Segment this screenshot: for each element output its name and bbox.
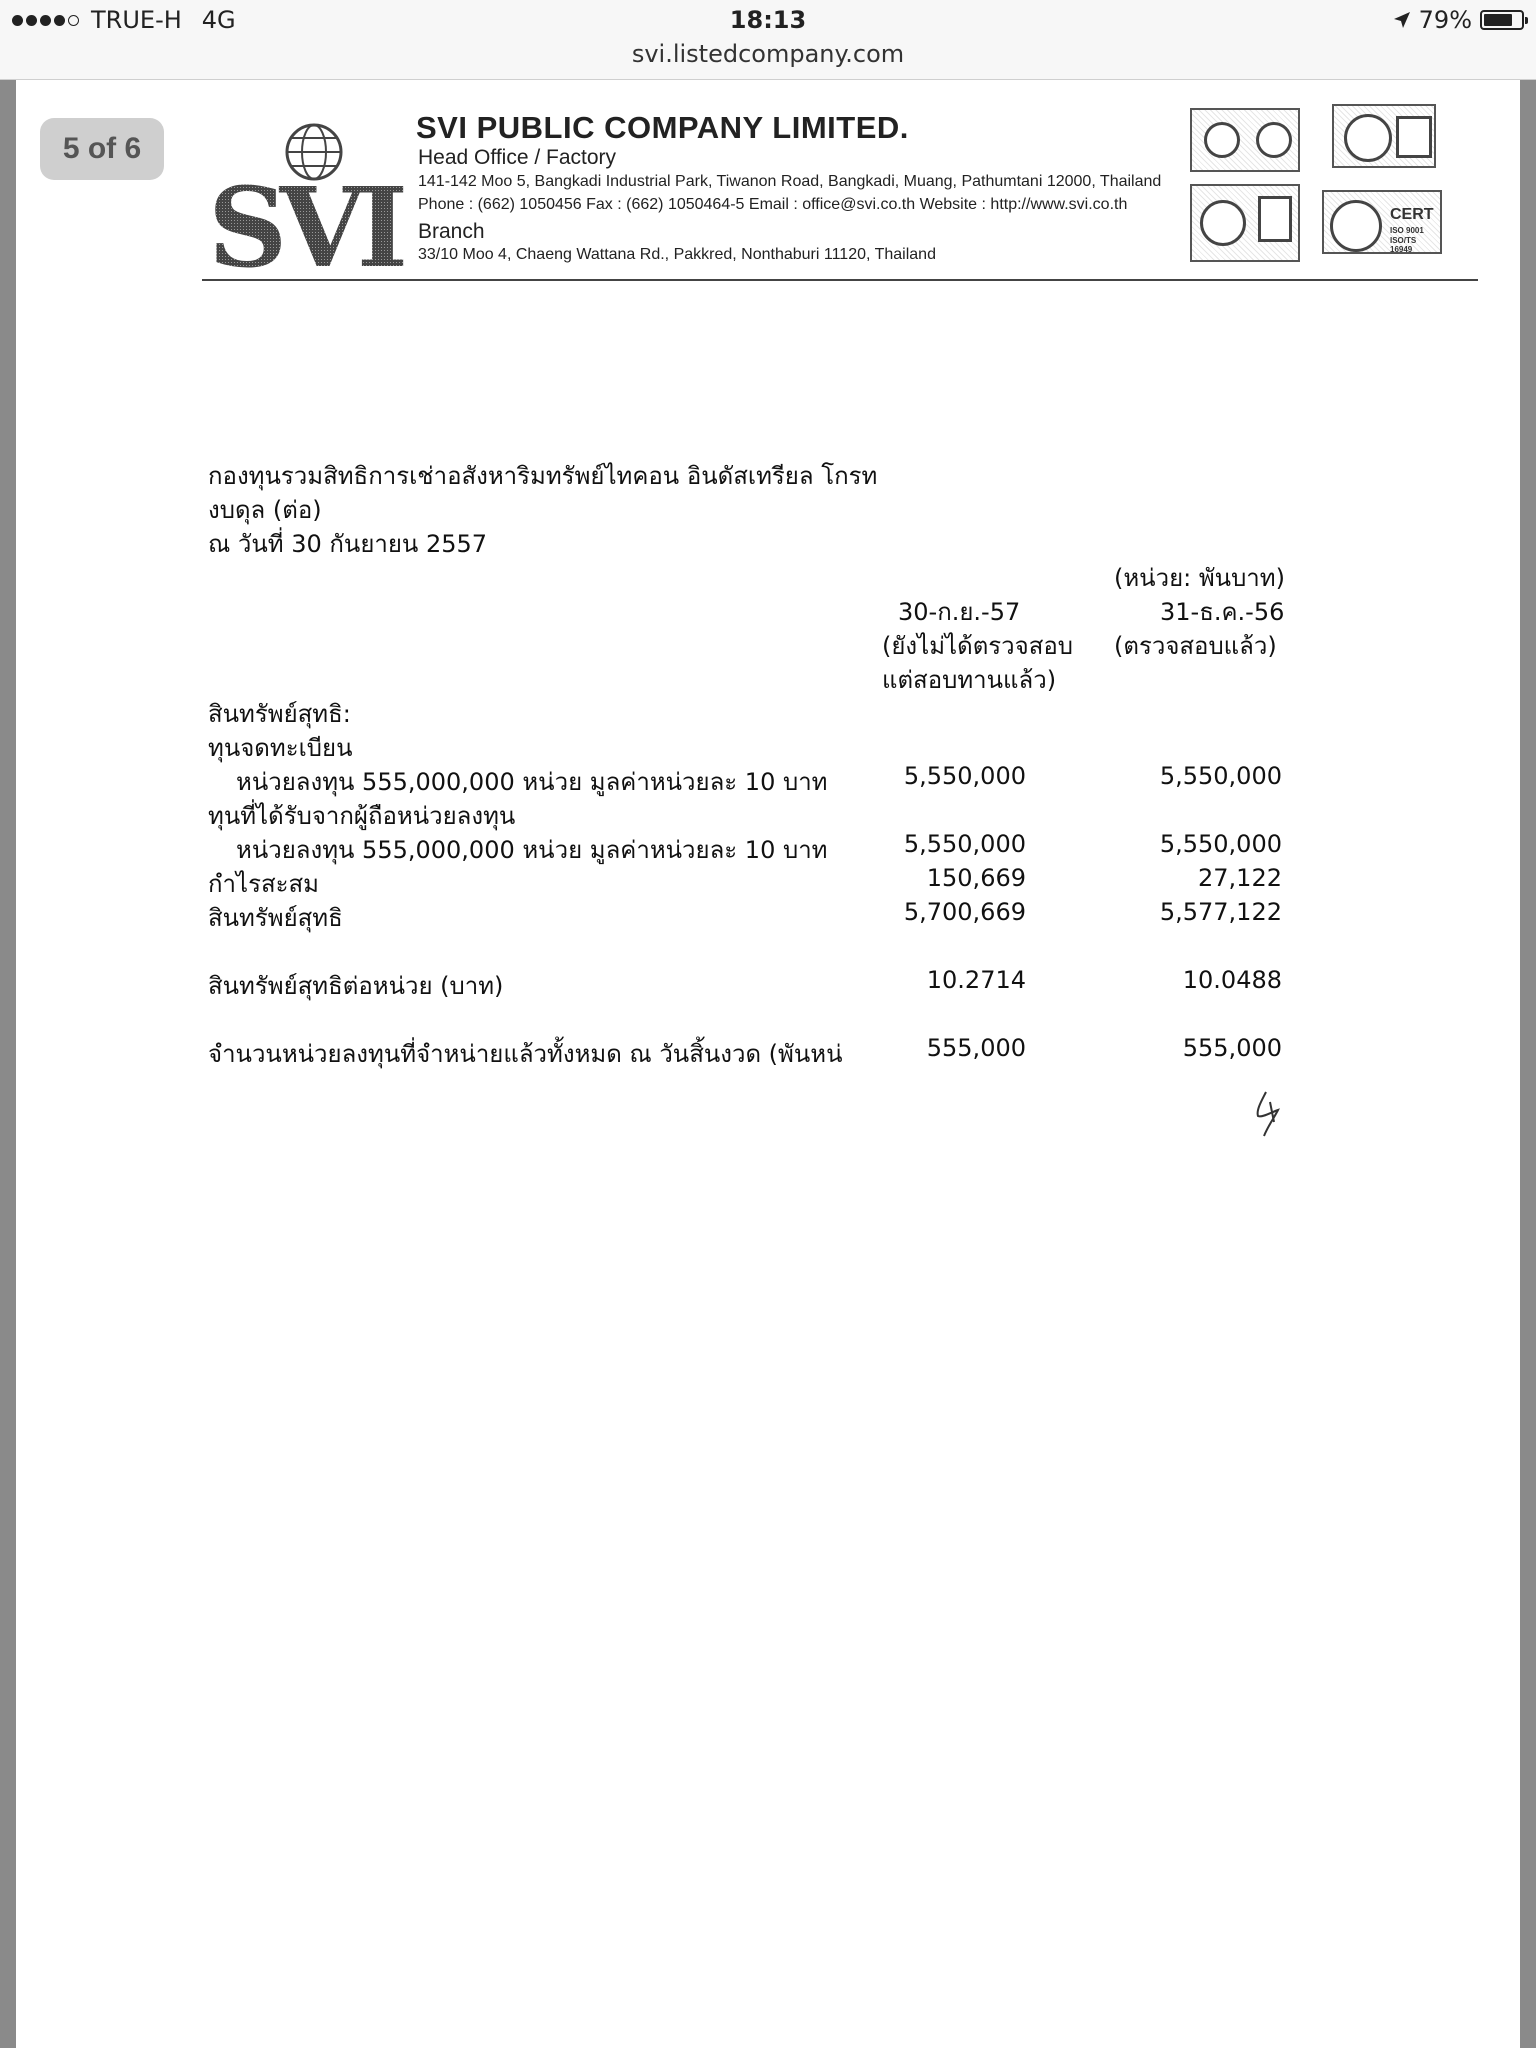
row-value-col2: 5,577,122 [1159, 898, 1282, 926]
status-right [1393, 6, 1524, 34]
row-value-col2: 27,122 [1198, 864, 1282, 892]
battery-icon [1480, 10, 1524, 30]
address-bar-url[interactable]: svi.listedcompany.com [631, 40, 905, 68]
clock: 18:13 [729, 6, 807, 34]
row-label: หน่วยลงทุน 555,000,000 หน่วย มูลค่าหน่วยละ 10 บาท [236, 768, 828, 796]
certification-badge-2 [1332, 104, 1436, 168]
company-name: SVI PUBLIC COMPANY LIMITED. [416, 110, 909, 145]
row-label: ทุนที่ได้รับจากผู้ถือหน่วยลงทุน [208, 802, 516, 830]
battery-percent: 79% [1418, 6, 1472, 34]
page-indicator: 5 of 6 [40, 118, 164, 180]
row-value-col1: 150,669 [926, 864, 1026, 892]
cert-label: CERT [1390, 206, 1434, 223]
certification-badge-1 [1190, 108, 1300, 172]
column-1-date: 30-ก.ย.-57 [898, 598, 1021, 626]
svi-logo [206, 114, 418, 274]
row-value-col1: 5,700,669 [903, 898, 1026, 926]
head-office-label: Head Office / Factory [418, 146, 617, 169]
carrier-name: TRUE-H [91, 6, 182, 34]
location-arrow-icon [1393, 11, 1411, 29]
document-page[interactable] [16, 80, 1520, 2048]
statement-title-line2: งบดุล (ต่อ) [208, 496, 322, 524]
row-value-col2: 555,000 [1182, 1034, 1282, 1062]
row-label: ทุนจดทะเบียน [208, 734, 353, 762]
status-bar [0, 0, 1536, 80]
row-value-col1: 10.2714 [926, 966, 1026, 994]
letterhead-divider [202, 279, 1478, 281]
column-2-date: 31-ธ.ค.-56 [1160, 598, 1285, 626]
column-1-note-line1: (ยังไม่ได้ตรวจสอบ [882, 632, 1074, 660]
row-value-col1: 555,000 [926, 1034, 1026, 1062]
statement-title-line1: กองทุนรวมสิทธิการเช่าอสังหาริมทรัพย์ไทคอน อินดัสเทรียล โกรท [208, 462, 878, 490]
row-label: สินทรัพย์สุทธิ [208, 904, 343, 932]
row-label: หน่วยลงทุน 555,000,000 หน่วย มูลค่าหน่วยละ 10 บาท [236, 836, 828, 864]
contact-info: Phone : (662) 1050456 Fax : (662) 1050464-5 Email : office@svi.co.th Website : http://www.svi.co.th [418, 196, 1128, 213]
row-value-col1: 5,550,000 [903, 762, 1026, 790]
row-value-col2: 5,550,000 [1159, 762, 1282, 790]
certification-badge-3 [1190, 184, 1300, 262]
statement-date: ณ วันที่ 30 กันยายน 2557 [208, 530, 488, 558]
branch-label: Branch [418, 220, 485, 243]
signature-mark [1248, 1088, 1288, 1140]
row-label: กำไรสะสม [208, 870, 319, 898]
row-value-col2: 10.0488 [1182, 966, 1282, 994]
row-label: สินทรัพย์สุทธิต่อหน่วย (บาท) [208, 972, 504, 1000]
row-label: จำนวนหน่วยลงทุนที่จำหน่ายแล้วทั้งหมด ณ วันสิ้นงวด (พันหน่ [208, 1040, 843, 1068]
unit-note: (หน่วย: พันบาท) [1114, 564, 1285, 592]
section-heading: สินทรัพย์สุทธิ: [208, 700, 351, 728]
cert-iso-ts: ISO/TS 16949 [1390, 236, 1417, 254]
column-2-note: (ตรวจสอบแล้ว) [1114, 632, 1277, 660]
battery-fill [1484, 14, 1512, 26]
logo-text: SVI [208, 163, 401, 274]
certification-badge-4 [1322, 190, 1442, 254]
column-1-note-line2: แต่สอบทานแล้ว) [882, 666, 1057, 694]
branch-address: 33/10 Moo 4, Chaeng Wattana Rd., Pakkred, Nonthaburi 11120, Thailand [418, 246, 936, 263]
row-value-col2: 5,550,000 [1159, 830, 1282, 858]
cert-iso-9001: ISO 9001 [1390, 226, 1424, 235]
row-value-col1: 5,550,000 [903, 830, 1026, 858]
network-type: 4G [201, 6, 236, 34]
head-office-address: 141-142 Moo 5, Bangkadi Industrial Park, Tiwanon Road, Bangkadi, Muang, Pathumtani 12000, Thailand [418, 173, 1162, 190]
